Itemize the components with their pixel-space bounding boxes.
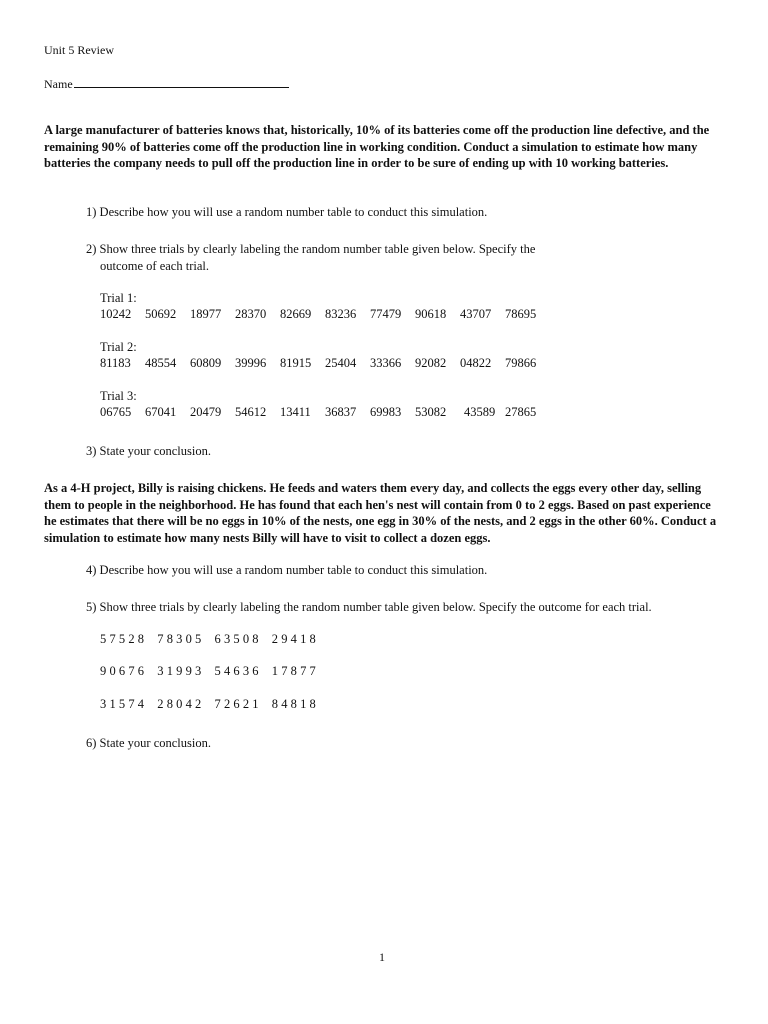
random-number: 50692 <box>145 307 177 321</box>
random-number: 81183 <box>100 356 131 370</box>
question-4: 4) Describe how you will use a random number table to conduct this simulation. <box>86 563 488 577</box>
question-6: 6) State your conclusion. <box>86 736 211 750</box>
random-number: 82669 <box>280 307 312 321</box>
random-number: 33366 <box>370 356 402 370</box>
battery-problem-intro: A large manufacturer of batteries knows that, historically, 10% of its batteries come off the production line defective, and the remaining 90% of batteries come off the production line in working condition. Conduct a simulation to estimate how many batteries the company needs to pull off the production line in order to be sure of ending up with 10 working batteries. <box>44 123 710 170</box>
random-number: 69983 <box>370 405 402 419</box>
random-number: 04822 <box>460 356 492 370</box>
question-3: 3) State your conclusion. <box>86 444 211 458</box>
random-number: 57528 <box>100 632 148 646</box>
random-number: 63508 <box>214 632 262 646</box>
random-number: 18977 <box>190 307 222 321</box>
random-number: 54636 <box>214 664 262 678</box>
random-number: 78305 <box>157 632 205 646</box>
random-number: 79866 <box>505 356 537 370</box>
random-number: 29418 <box>271 632 319 646</box>
random-row-3 <box>100 697 329 712</box>
trial-1-label: Trial 1: <box>100 291 137 305</box>
trial-3-label: Trial 3: <box>100 389 137 403</box>
question-2 <box>86 241 535 275</box>
random-row-1 <box>100 632 329 647</box>
random-number: 20479 <box>190 405 222 419</box>
random-number: 48554 <box>145 356 177 370</box>
name-blank-line[interactable] <box>74 75 289 88</box>
random-number: 27865 <box>505 405 537 419</box>
random-number: 67041 <box>145 405 177 419</box>
random-number: 31574 <box>100 697 148 711</box>
trial-2-label: Trial 2: <box>100 340 137 354</box>
random-number: 72621 <box>214 697 262 711</box>
random-number: 25404 <box>325 356 357 370</box>
random-number: 43707 <box>460 307 492 321</box>
random-number: 84818 <box>271 697 319 711</box>
random-number: 90618 <box>415 307 447 321</box>
trial-2-numbers <box>100 356 550 371</box>
random-number: 06765 <box>100 405 132 419</box>
question-1: 1) Describe how you will use a random number table to conduct this simulation. <box>86 205 488 219</box>
random-number: 81915 <box>280 356 312 370</box>
random-number: 92082 <box>415 356 447 370</box>
random-number: 28370 <box>235 307 267 321</box>
name-label: Name <box>44 77 73 91</box>
random-number: 77479 <box>370 307 402 321</box>
chicken-problem-intro: As a 4-H project, Billy is raising chickens. He feeds and waters them every day, and collects the eggs every other day, selling them to people in the neighborhood. He has found that each hen's nest will contain from 0 to 2 eggs. Based on past experience he estimates that there will be no eggs in 10% of the nests, one egg in 30% of the nests, and 2 eggs in the other 60%. Conduct a simulation to estimate how many nests Billy will have to visit to collect a dozen eggs. <box>44 481 717 545</box>
random-number: 39996 <box>235 356 267 370</box>
random-number: 31993 <box>157 664 205 678</box>
question-2-line1: 2) Show three trials by clearly labeling the random number table given below. Specify the <box>86 242 536 256</box>
random-number: 28042 <box>157 697 205 711</box>
random-number: 53082 <box>415 405 447 419</box>
question-2-line2: outcome of each trial. <box>100 259 209 273</box>
random-number: 78695 <box>505 307 537 321</box>
random-number: 90676 <box>100 664 148 678</box>
random-number: 10242 <box>100 307 132 321</box>
name-field <box>44 75 289 92</box>
random-number: 83236 <box>325 307 357 321</box>
random-number: 60809 <box>190 356 222 370</box>
question-5: 5) Show three trials by clearly labeling the random number table given below. Specify the outcome for each trial. <box>86 600 652 614</box>
page-number: 1 <box>379 950 385 964</box>
random-number: 36837 <box>325 405 357 419</box>
trial-3-numbers <box>100 405 550 420</box>
random-number: 17877 <box>271 664 319 678</box>
unit-title: Unit 5 Review <box>44 43 114 57</box>
random-number: 13411 <box>280 405 311 419</box>
random-number: 54612 <box>235 405 267 419</box>
random-number: 43589 <box>464 405 496 419</box>
random-row-2 <box>100 664 329 679</box>
trial-1-numbers <box>100 307 550 322</box>
